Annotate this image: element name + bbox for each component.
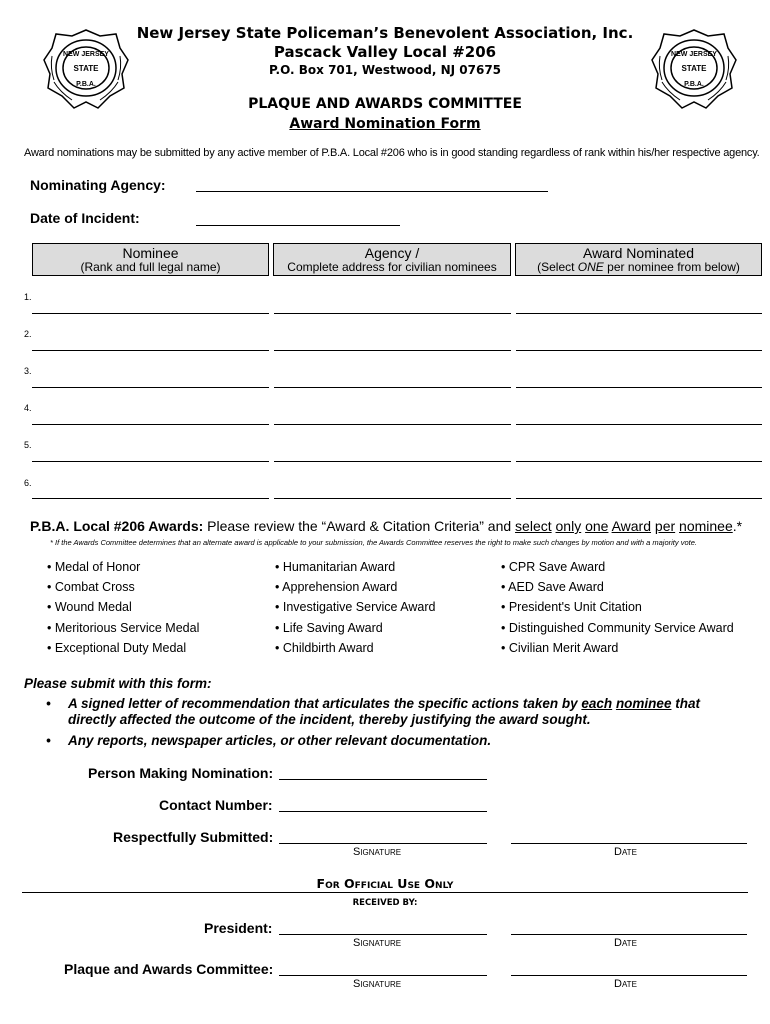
committee-title: PLAQUE AND AWARDS COMMITTEE	[248, 96, 522, 112]
award-item: • Exceptional Duty Medal	[47, 641, 187, 655]
president-label: President:	[204, 920, 273, 936]
president-signature-field[interactable]	[279, 934, 487, 935]
date-of-incident-field[interactable]	[196, 225, 400, 226]
form-title: Award Nomination Form	[289, 116, 481, 132]
awards-heading: P.B.A. Local #206 Awards: Please review the “Award & Citation Criteria” and select only one Award per nominee.*	[30, 518, 743, 534]
row-number: 6.	[24, 478, 32, 488]
row-1-nominee-field[interactable]	[32, 313, 269, 314]
row-4-award-field[interactable]	[516, 424, 762, 425]
received-by-label: RECEIVED BY:	[352, 898, 418, 908]
bullet-icon: •	[46, 696, 51, 711]
award-item: • Humanitarian Award	[275, 560, 396, 574]
row-3-agency-field[interactable]	[274, 387, 511, 388]
submit-item-reports: Any reports, newspaper articles, or other relevant documentation.	[68, 733, 492, 748]
row-number: 2.	[24, 329, 32, 339]
signature-caption: Signature	[353, 937, 402, 949]
nominating-agency-label: Nominating Agency:	[30, 177, 166, 193]
local-name: Pascack Valley Local #206	[273, 43, 497, 61]
date-caption: Date	[614, 978, 637, 990]
row-6-award-field[interactable]	[516, 498, 762, 499]
signature-caption: Signature	[353, 846, 402, 858]
submit-heading: Please submit with this form:	[24, 676, 212, 691]
person-making-nomination-label: Person Making Nomination:	[88, 765, 274, 781]
official-use-heading: For Official Use Only	[316, 876, 454, 891]
award-item: • President's Unit Citation	[501, 600, 642, 614]
row-number: 4.	[24, 403, 32, 413]
submit-item-letter: A signed letter of recommendation that articulates the specific actions taken by each nominee that	[68, 696, 700, 711]
award-item: • Life Saving Award	[275, 621, 383, 635]
official-divider	[22, 892, 748, 893]
svg-text:STATE: STATE	[681, 64, 707, 73]
award-item: • Meritorious Service Medal	[47, 621, 200, 635]
row-2-award-field[interactable]	[516, 350, 762, 351]
row-5-award-field[interactable]	[516, 461, 762, 462]
award-item: • Wound Medal	[47, 600, 132, 614]
contact-number-field[interactable]	[279, 811, 487, 812]
row-3-award-field[interactable]	[516, 387, 762, 388]
submit-item-letter-line2: directly affected the outcome of the incident, thereby justifying the award sought.	[68, 712, 591, 727]
row-6-nominee-field[interactable]	[32, 498, 269, 499]
award-item: • AED Save Award	[501, 580, 604, 594]
row-1-award-field[interactable]	[516, 313, 762, 314]
contact-number-label: Contact Number:	[159, 797, 273, 813]
row-2-agency-field[interactable]	[274, 350, 511, 351]
respectfully-submitted-date-field[interactable]	[511, 843, 747, 844]
committee-signature-field[interactable]	[279, 975, 487, 976]
column-header-award: Award Nominated (Select ONE per nominee from below)	[515, 243, 762, 276]
intro-text: Award nominations may be submitted by any active member of P.B.A. Local #206 who is in good standing regardless of rank within his/her respective agency.	[24, 147, 760, 159]
bullet-icon: •	[46, 733, 51, 748]
award-item: • Medal of Honor	[47, 560, 141, 574]
column-header-nominee: Nominee (Rank and full legal name)	[32, 243, 269, 276]
award-item: • CPR Save Award	[501, 560, 606, 574]
row-5-agency-field[interactable]	[274, 461, 511, 462]
award-item: • Apprehension Award	[275, 580, 398, 594]
org-address: P.O. Box 701, Westwood, NJ 07675	[268, 63, 502, 77]
row-3-nominee-field[interactable]	[32, 387, 269, 388]
row-number: 3.	[24, 366, 32, 376]
committee-date-field[interactable]	[511, 975, 747, 976]
person-making-nomination-field[interactable]	[279, 779, 487, 780]
row-2-nominee-field[interactable]	[32, 350, 269, 351]
row-number: 1.	[24, 292, 32, 302]
respectfully-submitted-signature-field[interactable]	[279, 843, 487, 844]
date-caption: Date	[614, 937, 637, 949]
award-item: • Civilian Merit Award	[501, 641, 619, 655]
row-5-nominee-field[interactable]	[32, 461, 269, 462]
president-date-field[interactable]	[511, 934, 747, 935]
row-number: 5.	[24, 440, 32, 450]
row-4-nominee-field[interactable]	[32, 424, 269, 425]
row-1-agency-field[interactable]	[274, 313, 511, 314]
date-caption: Date	[614, 846, 637, 858]
awards-note: * If the Awards Committee determines that an alternate award is applicable to your submission, the Awards Committee reserves the right to make such changes by motion and with a majority vote.	[50, 538, 697, 547]
award-item: • Childbirth Award	[275, 641, 374, 655]
date-of-incident-label: Date of Incident:	[30, 210, 140, 226]
svg-text:STATE: STATE	[73, 64, 99, 73]
award-item: • Investigative Service Award	[275, 600, 436, 614]
committee-label: Plaque and Awards Committee:	[64, 961, 274, 977]
svg-text:P.B.A.: P.B.A.	[76, 81, 96, 88]
award-item: • Combat Cross	[47, 580, 135, 594]
row-6-agency-field[interactable]	[274, 498, 511, 499]
row-4-agency-field[interactable]	[274, 424, 511, 425]
svg-text:P.B.A.: P.B.A.	[684, 81, 704, 88]
award-item: • Distinguished Community Service Award	[501, 621, 734, 635]
org-name: New Jersey State Policeman’s Benevolent Association, Inc.	[136, 24, 634, 42]
svg-text:NEW JERSEY: NEW JERSEY	[63, 51, 109, 58]
respectfully-submitted-label: Respectfully Submitted:	[113, 829, 274, 845]
signature-caption: Signature	[353, 978, 402, 990]
svg-text:NEW JERSEY: NEW JERSEY	[671, 51, 717, 58]
nominating-agency-field[interactable]	[196, 191, 548, 192]
column-header-agency: Agency / Complete address for civilian nominees	[273, 243, 511, 276]
